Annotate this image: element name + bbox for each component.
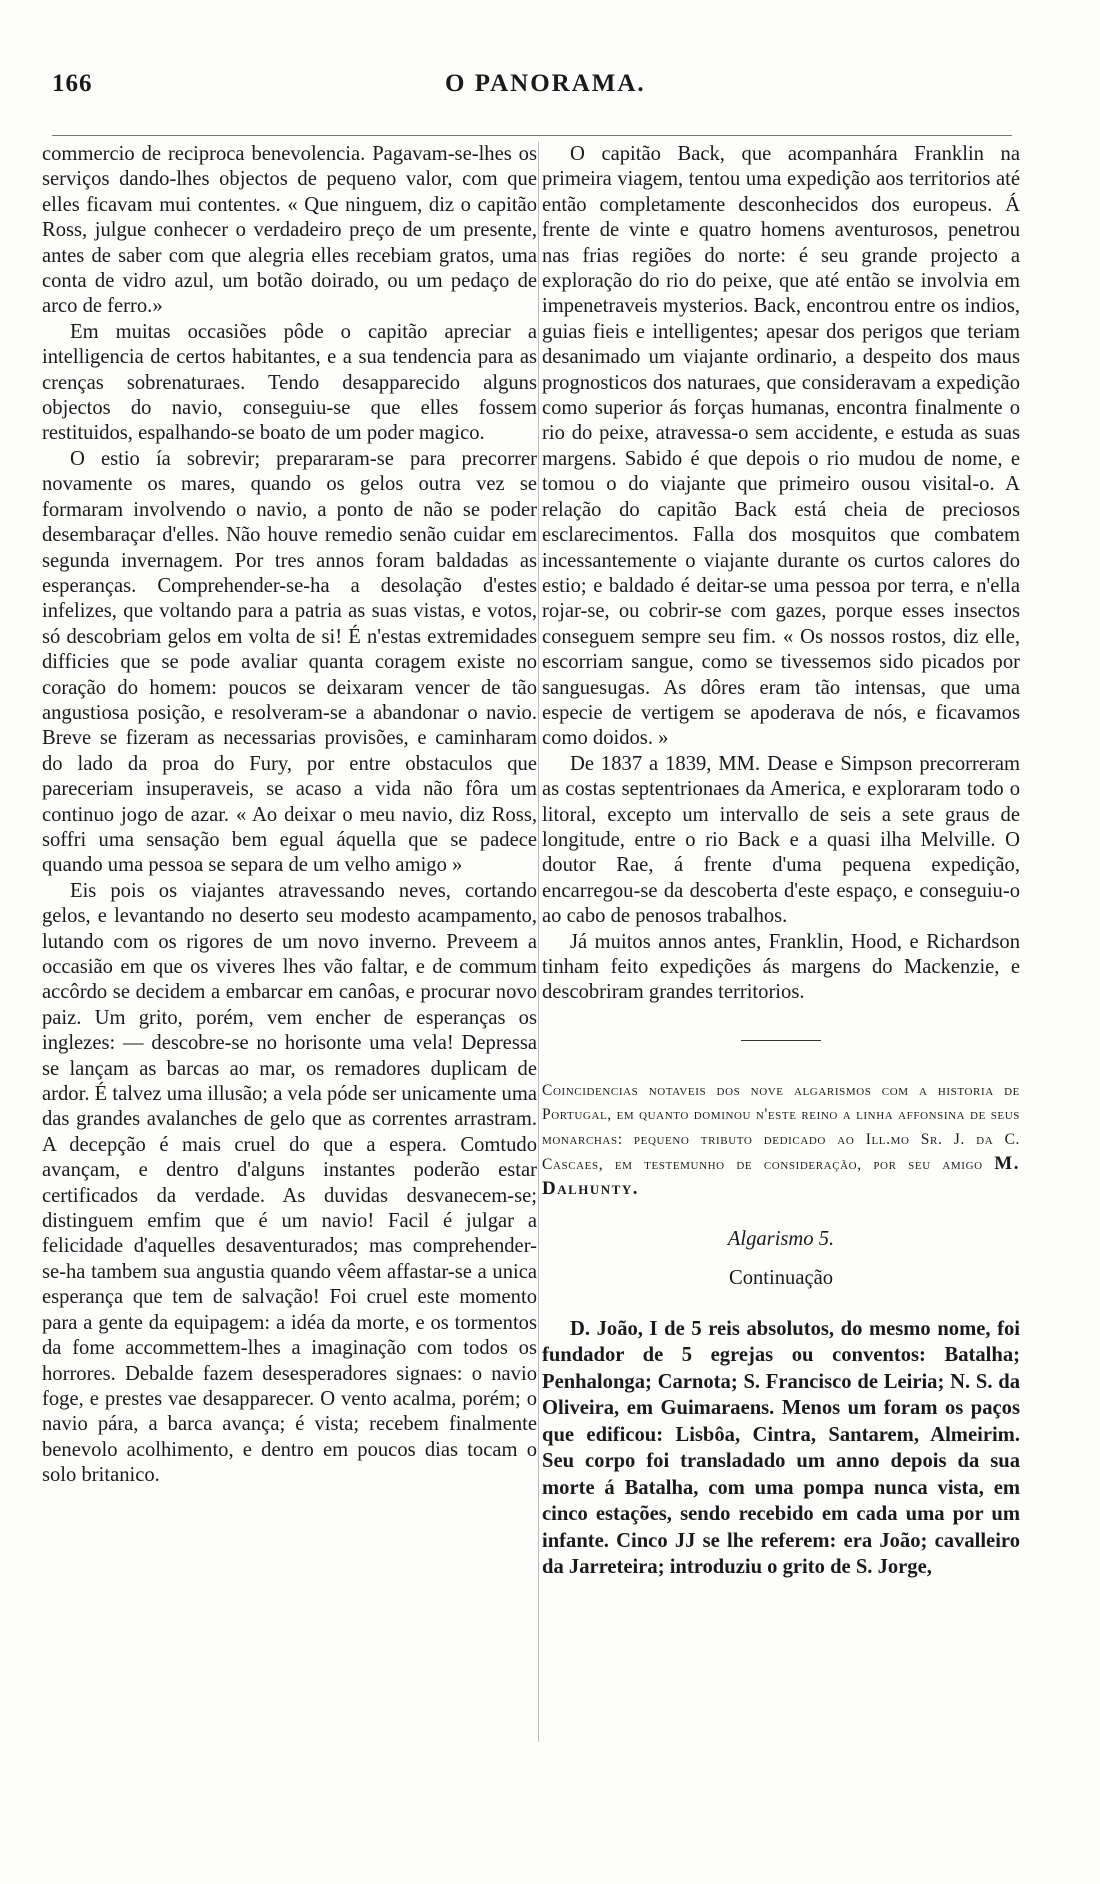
paragraph: O estio ía sobrevir; prepararam-se para precorrer novamente os mares, quando os gelos outra vez se formaram involvendo o navio, a ponto de não se poder desembaraçar d'elles. Não houve remedio senão cuidar em segunda invernagem. Por tres annos foram baldadas as esperanças. Comprehender-se-ha a desolação d'estes infelizes, que voltando para a patria as suas vistas, e votos, só descobriam gelos em volta de si! É n'estas extremidades difficies que se pode avaliar quanta coragem existe no coração do homem: poucos se deixaram vencer de tão angustiosa posição, e resolveram-se a abandonar o navio. Breve se fizeram as necessarias provisões, e caminharam do lado da proa do Fury, por entre obstaculos que pareceriam insuperaveis, se acaso a vida não fôra um continuo jogo de azar. « Ao deixar o meu navio, diz Ross, soffri uma sensação bem egual áquella que se padece quando uma pessoa se separa de um velho amigo » [42, 447, 537, 877]
paragraph: De 1837 a 1839, MM. Dease e Simpson precorreram as costas septentrionaes da America, e exploraram todo o litoral, excepto um intervallo de seis a sete graus de longitude, entre o rio Back e a quasi ilha Melville. O doutor Rae, á frente d'uma pequena expedição, encarregou-se da descoberta d'este espaço, e conseguiu-o ao cabo de penosos trabalhos. [542, 752, 1020, 928]
article-continuation: Continuação [728, 1267, 834, 1290]
paragraph: O capitão Back, que acompanhára Franklin na primeira viagem, tentou uma expedição aos territorios até então completamente desconhecidos dos europeus. Á frente de vinte e quatro homens aventurosos, penetrou nas frias regiões do norte: é seu grande projecto a exploração do rio do peixe, que até então se involvia em impenetraveis mysterios. Back, encontrou entre os indios, guias fieis e intelligentes; apesar dos perigos que teriam desanimado um viajante ordinario, a despeito dos maus prognosticos dos naturaes, que consideravam a expedição como superior ás forças humanas, encontra finalmente o rio do peixe, atravessa-o sem accidente, e estuda as suas margens. Sabido é que depois o rio mudou de nome, e tomou o do viajante que primeiro ousou visital-o. A relação do capitão Back está cheia de preciosos esclarecimentos. Falla dos mosquitos que combatem incessantemente o viajante durante os curtos calores do estio; e baldado é deitar-se uma pessoa por terra, e n'ella rojar-se, ou cobrir-se com gazes, porque esses insectos conseguem sempre seu fim. « Os nossos rostos, diz elle, escorriam sangue, como se tivessemos sido picados por sanguesugas. As dôres eram tão intensas, que uma especie de vertigem se apoderava de nós, e ficavamos como doidos. » [542, 143, 1020, 750]
paragraph: Eis pois os viajantes atravessando neves, cortando gelos, e levantando no deserto seu modesto acampamento, lutando com os rigores de um novo inverno. Preveem a occasião em que os viveres lhes vão faltar, e de commum accôrdo se decidem a embarcar em canôas, e procurar novo paiz. Um grito, porém, vem encher de esperanças os inglezes: — descobre-se no horisonte uma vela! Depressa se lançam as barcas ao mar, os remadores duplicam de ardor. É talvez uma illusão; a vela póde ser unicamente uma das grandes avalanches de gelo que as correntes arrastram. A decepção é mais cruel do que a espera. Comtudo avançam, e dentro d'alguns instantes poderão estar certificados da verdade. As duvidas desvanecem-se; distinguem emfim que é um navio! Facil é julgar a felicidade d'aquelles desaventurados; mas comprehender-se-ha tambem sua angustia quando vêem affastar-se a unica esperança que tem de salvação! Foi cruel este momento para a gente da equipagem: a idéa da morte, e os tormentos da fome accommettem-lhes a imaginação com todos os horrores. Debalde fazem desesperadores signaes: o navio foge, e prestes vae desapparecer. O vento acalma, porém; o navio pára, a barca avança; é vista; recebem finalmente benevolo acolhimento, e dentro em poucos dias tocam o solo britanico. [42, 879, 537, 1487]
paragraph: Já muitos annos antes, Franklin, Hood, e Richardson tinham feito expedições ás margens do Mackenzie, e descobriram grandes territorios. [542, 930, 1020, 1004]
paragraph: commercio de reciproca benevolencia. Pagavam-se-lhes os serviços dando-lhes objectos de pequeno valor, com que elles ficavam mui contentes. « Que ninguem, diz o capitão Ross, julgue conhecer o verdadeiro preço de um presente, antes de saber com que alegria elles recebiam gratos, uma conta de vidro azul, um botão doirado, ou um pedaço de arco de ferro.» [42, 143, 537, 318]
right-column [542, 142, 1020, 1581]
article-title [542, 1079, 1020, 1203]
paragraph: Em muitas occasiões pôde o capitão apreciar a intelligencia de certos habitantes, e a sua tendencia para as crenças sobrenaturaes. Tendo desapparecido alguns objectos do navio, conseguiu-se que elles fossem restituidos, espalhando-se boato de um poder magico. [42, 320, 537, 445]
article-subheading: Algarismo 5. [727, 1227, 835, 1250]
section-divider [741, 1040, 821, 1041]
header-rule [52, 135, 1012, 136]
left-column [42, 142, 537, 1489]
running-title: O PANORAMA. [445, 70, 646, 97]
article-title-text: Coincidencias notaveis dos nove algarismos com a historia de Portugal, em quanto dominou n'este reino a linha affonsina de seus monarchas: pequeno tributo dedicado ao Ill.mo Sr. J. da C. Cascaes, em testemunho de consideração, por seu amigo [542, 1081, 1020, 1174]
article-author: M. Dalhunty. [542, 1153, 1020, 1200]
column-divider [538, 142, 539, 1742]
page-header [52, 70, 1012, 110]
page-number: 166 [52, 70, 93, 97]
article-body: D. João, I de 5 reis absolutos, do mesmo nome, foi fundador de 5 egrejas ou conventos: Batalha; Penhalonga; Carnota; S. Francisco de Leiria; N. S. da Oliveira, em Guimaraens. Menos um foram os paços que edificou: Lisbôa, Cintra, Santarem, Almeirim. Seu corpo foi transladado um anno depois da sua morte á Batalha, com uma pompa nunca vista, em cinco estações, sendo recebido em cada uma por um infante. Cinco JJ se lhe referem: era João; cavalleiro da Jarreteira; introduziu o grito de S. Jorge, [542, 1317, 1020, 1579]
